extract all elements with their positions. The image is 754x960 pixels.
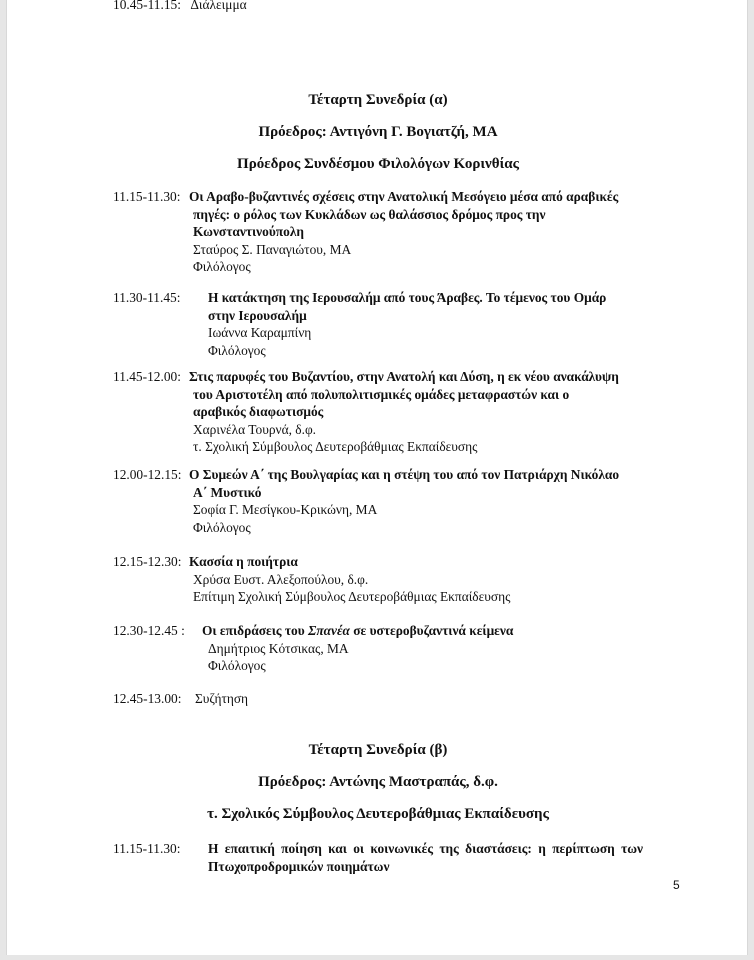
talk-speaker-role: Φιλόλογος	[208, 658, 266, 673]
discussion-entry	[113, 690, 693, 710]
break-entry	[113, 0, 247, 13]
talk-time: 11.30-11.45:	[113, 290, 181, 305]
talk-title-line: Στις παρυφές του Βυζαντίου, στην Ανατολή και Δύση, η εκ νέου ανακάλυψη	[189, 369, 619, 384]
discussion-label: Συζήτηση	[195, 691, 249, 706]
talk-time: 12.15-12.30:	[113, 554, 182, 569]
talk-title-line: Η κατάκτηση της Ιερουσαλήμ από τους Άραβες. Το τέμενος του Ομάρ	[208, 290, 607, 305]
talk-speaker: Χαρινέλα Τουρνά, δ.φ.	[193, 421, 317, 437]
talk-speaker-role: τ. Σχολική Σύμβουλος Δευτεροβάθμιας Εκπαίδευσης	[193, 439, 478, 454]
talk-title-line	[202, 622, 513, 640]
session-a-title: Τέταρτη Συνεδρία (α)	[308, 92, 448, 108]
talk-speaker-role: Φιλόλογος	[193, 519, 251, 535]
talk-speaker: Σοφία Γ. Μεσίγκου-Κρικώνη, ΜΑ	[193, 502, 378, 517]
document-page	[6, 0, 748, 955]
talk-time: 12.00-12.15:	[113, 467, 182, 482]
talk-entry	[113, 368, 693, 458]
page-number: 5	[673, 878, 680, 892]
talk-speaker: Δημήτριος Κότσικας, ΜΑ	[208, 640, 349, 656]
talk-entry	[113, 622, 693, 677]
talk-title-line: Οι Αραβο-βυζαντινές σχέσεις στην Ανατολική Μεσόγειο μέσα από αραβικές	[189, 189, 619, 204]
talk-title-line: Η επαιτική ποίηση και οι κοινωνικές της διαστάσεις: η περίπτωση των	[208, 841, 644, 856]
talk-title-line: αραβικός διαφωτισμός	[193, 404, 324, 419]
session-a-chair-role: Πρόεδρος Συνδέσμου Φιλολόγων Κορινθίας	[237, 156, 519, 172]
talk-title-line: Α΄ Μυστικό	[193, 484, 262, 500]
talk-title-post: σε υστεροβυζαντινά κείμενα	[349, 623, 514, 638]
session-b-title: Τέταρτη Συνεδρία (β)	[308, 742, 448, 758]
talk-speaker: Χρύσα Ευστ. Αλεξοπούλου, δ.φ.	[193, 571, 369, 587]
talk-speaker-role: Επίτιμη Σχολική Σύμβουλος Δευτεροβάθμιας Εκπαίδευσης	[193, 589, 511, 604]
break-time: 10.45-11.15:	[113, 0, 181, 12]
talk-speaker-role: Φιλόλογος	[193, 259, 251, 274]
talk-time: 11.45-12.00:	[113, 369, 181, 384]
talk-entry	[113, 840, 693, 880]
talk-entry	[113, 553, 693, 608]
talk-title-line: στην Ιερουσαλήμ	[208, 307, 307, 323]
talk-entry	[113, 188, 693, 278]
talk-title-line: Κωνσταντινούπολη	[193, 224, 305, 239]
talk-title-line: του Αριστοτέλη από πολυπολιτισμικές ομάδες μεταφραστών και ο	[193, 386, 570, 402]
break-label: Διάλειμμα	[190, 0, 247, 12]
talk-time: 12.30-12.45 :	[113, 623, 185, 638]
talk-speaker: Σταύρος Σ. Παναγιώτου, ΜΑ	[193, 241, 352, 257]
discussion-time: 12.45-13.00:	[113, 691, 182, 706]
session-a-chair: Πρόεδρος: Αντιγόνη Γ. Βογιατζή, ΜΑ	[258, 124, 498, 140]
talk-title-line: Πτωχοπροδρομικών ποιημάτων	[208, 858, 390, 874]
talk-title-line: Ο Συμεών Α΄ της Βουλγαρίας και η στέψη του από τον Πατριάρχη Νικόλαο	[189, 467, 620, 482]
talk-title-line: πηγές: ο ρόλος των Κυκλάδων ως θαλάσσιος δρόμος προς την	[193, 206, 546, 222]
talk-speaker-role: Φιλόλογος	[208, 342, 266, 358]
talk-title-line: Κασσία η ποιήτρια	[189, 554, 298, 569]
session-b-chair-role: τ. Σχολικός Σύμβουλος Δευτεροβάθμιας Εκπαίδευσης	[207, 806, 549, 822]
talk-time: 11.15-11.30:	[113, 841, 181, 856]
session-b-chair: Πρόεδρος: Αντώνης Μαστραπάς, δ.φ.	[258, 774, 498, 790]
talk-entry	[113, 466, 693, 536]
talk-entry	[113, 289, 693, 359]
talk-title-pre: Οι επιδράσεις του	[202, 623, 309, 638]
talk-speaker: Ιωάννα Καραμπίνη	[208, 325, 312, 340]
talk-time: 11.15-11.30:	[113, 189, 181, 204]
talk-title-italic: Σπανέα	[308, 623, 350, 638]
